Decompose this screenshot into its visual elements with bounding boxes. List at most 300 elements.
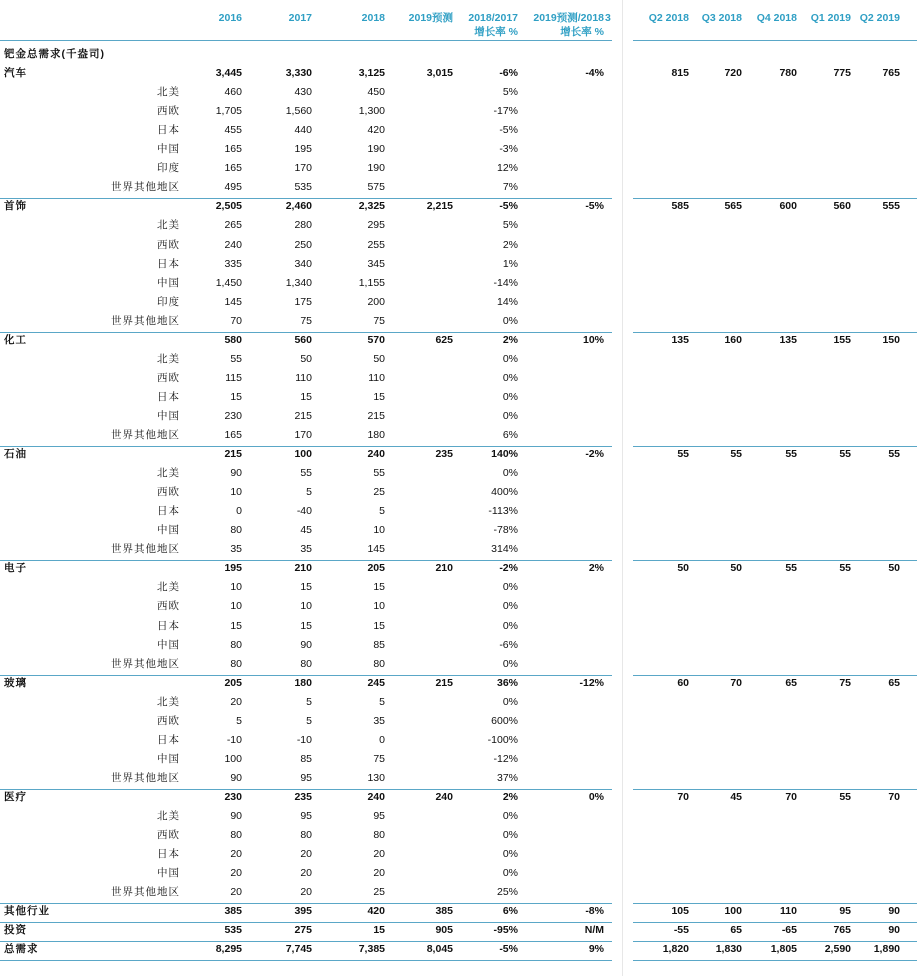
region-value: 15 <box>300 581 312 594</box>
section-petroleum-value: 100 <box>294 448 312 461</box>
region-label: 西欧 <box>157 371 180 384</box>
region-value: 20 <box>373 848 385 861</box>
summary-investment-value: -95% <box>493 924 518 937</box>
region-value: 165 <box>224 143 242 156</box>
region-label: 中国 <box>157 524 180 537</box>
column-header-sub: 增长率 % <box>474 26 518 38</box>
region-value: 80 <box>300 657 312 670</box>
region-value: 0% <box>502 314 518 327</box>
region-value: 0% <box>502 352 518 365</box>
header-rule <box>0 40 612 41</box>
region-label: 印度 <box>157 295 180 308</box>
region-value: 55 <box>300 467 312 480</box>
section-petroleum-value: 140% <box>491 448 518 461</box>
region-value: 80 <box>230 524 242 537</box>
region-value: -40 <box>296 505 312 518</box>
region-value: 35 <box>300 543 312 556</box>
section-electronics-value: 2% <box>588 562 604 575</box>
region-value: 75 <box>373 752 385 765</box>
region-value: 50 <box>373 352 385 365</box>
region-value: 0% <box>502 467 518 480</box>
region-value: 0% <box>502 848 518 861</box>
region-label: 世界其他地区 <box>111 771 180 784</box>
region-value: 85 <box>300 752 312 765</box>
section-jewellery-label: 首饰 <box>4 200 27 213</box>
summary-other-industry-value: 395 <box>294 905 312 918</box>
quarter-header: Q4 2018 <box>756 12 797 24</box>
section-electronics-value: 205 <box>367 562 385 575</box>
region-value: 75 <box>373 314 385 327</box>
section-glass-value: 36% <box>496 676 518 689</box>
summary-investment-label: 投资 <box>4 924 27 937</box>
region-value: 1,560 <box>285 105 312 118</box>
region-label: 中国 <box>157 867 180 880</box>
section-chemical-quarter: 155 <box>833 333 851 346</box>
region-value: 420 <box>367 124 385 137</box>
section-chemical-value: 2% <box>502 333 518 346</box>
region-value: -10 <box>226 733 242 746</box>
region-label: 世界其他地区 <box>111 314 180 327</box>
region-label: 日本 <box>157 505 180 518</box>
section-auto-value: -6% <box>499 67 518 80</box>
region-value: 80 <box>230 829 242 842</box>
region-value: 15 <box>300 390 312 403</box>
region-value: 15 <box>230 390 242 403</box>
region-value: 575 <box>367 181 385 194</box>
summary-investment-value: 905 <box>435 924 453 937</box>
region-value: 1,450 <box>215 276 242 289</box>
region-value: -100% <box>487 733 518 746</box>
section-glass-value: 205 <box>224 676 242 689</box>
summary-investment-quarter: -55 <box>673 924 689 937</box>
section-petroleum-quarter: 55 <box>730 448 742 461</box>
region-value: 80 <box>373 657 385 670</box>
region-value: -5% <box>499 124 518 137</box>
summary-investment-quarter: 65 <box>730 924 742 937</box>
section-auto-quarter: 775 <box>833 67 851 80</box>
quarter-header: Q1 2019 <box>810 12 851 24</box>
region-value: 90 <box>230 467 242 480</box>
section-chemical-value: 625 <box>435 333 453 346</box>
section-auto-quarter: 815 <box>671 67 689 80</box>
region-value: 230 <box>224 409 242 422</box>
region-label: 日本 <box>157 390 180 403</box>
region-value: 340 <box>294 257 312 270</box>
region-value: 535 <box>294 181 312 194</box>
region-value: 460 <box>224 86 242 99</box>
region-label: 世界其他地区 <box>111 429 180 441</box>
section-auto-quarter: 780 <box>779 67 797 80</box>
summary-other-industry-value: -8% <box>585 905 604 918</box>
region-value: 15 <box>300 619 312 632</box>
region-value: 190 <box>367 162 385 175</box>
region-value: 265 <box>224 219 242 232</box>
region-value: 0% <box>502 867 518 880</box>
region-value: 20 <box>230 848 242 861</box>
section-petroleum-value: -2% <box>585 448 604 461</box>
region-value: 0% <box>502 371 518 384</box>
region-value: 20 <box>230 867 242 880</box>
section-glass-label: 玻璃 <box>4 676 27 689</box>
summary-investment-value: 535 <box>224 924 242 937</box>
section-electronics-quarter: 50 <box>888 562 900 575</box>
region-value: 170 <box>294 429 312 441</box>
region-label: 世界其他地区 <box>111 543 180 556</box>
region-value: 335 <box>224 257 242 270</box>
region-label: 西欧 <box>157 714 180 727</box>
region-label: 西欧 <box>157 829 180 842</box>
section-electronics-value: 210 <box>435 562 453 575</box>
region-value: 90 <box>300 638 312 651</box>
section-medical-quarter: 70 <box>677 790 689 803</box>
section-petroleum-quarter: 55 <box>785 448 797 461</box>
region-value: 10 <box>230 600 242 613</box>
summary-other-industry-value: 420 <box>367 905 385 918</box>
region-value: 195 <box>294 143 312 156</box>
region-value: 440 <box>294 124 312 137</box>
region-value: 345 <box>367 257 385 270</box>
region-label: 世界其他地区 <box>111 657 180 670</box>
column-header-overflow: 3 <box>605 12 611 24</box>
summary-total-demand-quarter: 2,590 <box>824 943 851 956</box>
region-label: 中国 <box>157 409 180 422</box>
section-glass-value: 215 <box>435 676 453 689</box>
region-label: 北美 <box>157 467 180 480</box>
section-electronics-value: 195 <box>224 562 242 575</box>
section-petroleum-value: 240 <box>367 448 385 461</box>
region-label: 日本 <box>157 733 180 746</box>
summary-total-demand-quarter: 1,830 <box>715 943 742 956</box>
region-value: 2% <box>502 238 518 251</box>
section-petroleum-quarter: 55 <box>888 448 900 461</box>
column-header: 2017 <box>288 12 312 24</box>
region-value: 20 <box>230 886 242 899</box>
summary-total-demand-label: 总需求 <box>4 943 39 956</box>
region-value: 12% <box>496 162 518 175</box>
section-jewellery-quarter: 585 <box>671 200 689 213</box>
region-value: 10 <box>300 600 312 613</box>
region-label: 日本 <box>157 848 180 861</box>
region-value: 5 <box>306 695 312 708</box>
region-value: 50 <box>300 352 312 365</box>
region-value: 85 <box>373 638 385 651</box>
summary-other-industry-quarter: 95 <box>839 905 851 918</box>
section-auto-value: -4% <box>585 67 604 80</box>
section-chemical-quarter: 135 <box>779 333 797 346</box>
summary-other-industry-quarter: 110 <box>780 905 797 918</box>
region-value: 200 <box>367 295 385 308</box>
region-value: 215 <box>367 409 385 422</box>
region-value: 35 <box>373 714 385 727</box>
section-medical-value: 240 <box>367 790 385 803</box>
section-glass-quarter: 60 <box>677 676 689 689</box>
region-value: 0% <box>502 695 518 708</box>
section-auto-value: 3,015 <box>426 67 453 80</box>
region-value: 15 <box>230 619 242 632</box>
section-chemical-quarter: 150 <box>882 333 900 346</box>
region-value: 90 <box>230 771 242 784</box>
region-value: 240 <box>224 238 242 251</box>
region-value: -17% <box>493 105 518 118</box>
summary-other-industry-quarter: 100 <box>724 905 742 918</box>
region-value: 1,705 <box>215 105 242 118</box>
summary-total-demand-value: 9% <box>588 943 604 956</box>
region-value: 0 <box>236 505 242 518</box>
summary-total-demand-value: 8,045 <box>426 943 453 956</box>
region-value: 15 <box>373 581 385 594</box>
section-electronics-value: -2% <box>499 562 518 575</box>
region-value: -3% <box>499 143 518 156</box>
region-value: 1,300 <box>358 105 385 118</box>
region-value: 5% <box>502 219 518 232</box>
region-value: 0% <box>502 829 518 842</box>
region-value: 0% <box>502 657 518 670</box>
column-header: 2016 <box>218 12 242 24</box>
summary-investment-quarter: 90 <box>888 924 900 937</box>
section-jewellery-quarter: 600 <box>779 200 797 213</box>
section-electronics-value: 210 <box>294 562 312 575</box>
summary-total-demand-quarter: 1,805 <box>770 943 797 956</box>
region-value: 100 <box>224 752 242 765</box>
region-value: 90 <box>230 810 242 822</box>
section-electronics-label: 电子 <box>4 562 27 575</box>
summary-total-demand-quarter: 1,820 <box>662 943 689 956</box>
region-value: 80 <box>230 657 242 670</box>
region-value: 400% <box>491 486 518 499</box>
region-value: 95 <box>373 810 385 822</box>
region-label: 中国 <box>157 276 180 289</box>
section-jewellery-value: -5% <box>499 200 518 213</box>
section-medical-quarter: 70 <box>888 790 900 803</box>
section-electronics-quarter: 55 <box>839 562 851 575</box>
region-value: 14% <box>496 295 518 308</box>
region-value: 0% <box>502 810 518 822</box>
region-label: 北美 <box>157 219 180 232</box>
section-jewellery-quarter: 565 <box>724 200 742 213</box>
section-glass-quarter: 70 <box>730 676 742 689</box>
region-label: 西欧 <box>157 105 180 118</box>
section-petroleum-value: 235 <box>435 448 453 461</box>
region-label: 北美 <box>157 86 180 99</box>
section-glass-value: -12% <box>579 676 604 689</box>
section-petroleum-quarter: 55 <box>677 448 689 461</box>
region-label: 世界其他地区 <box>111 886 180 899</box>
region-value: 37% <box>496 771 518 784</box>
region-value: 115 <box>225 371 242 384</box>
region-label: 西欧 <box>157 238 180 251</box>
section-auto-value: 3,330 <box>285 67 312 80</box>
region-value: 255 <box>367 238 385 251</box>
region-value: 10 <box>230 486 242 499</box>
region-value: 20 <box>300 886 312 899</box>
summary-investment-quarter: 765 <box>833 924 851 937</box>
summary-other-industry-quarter: 90 <box>888 905 900 918</box>
region-value: 20 <box>373 867 385 880</box>
summary-divider <box>633 960 917 961</box>
region-value: 280 <box>294 219 312 232</box>
region-value: 80 <box>373 829 385 842</box>
region-value: 430 <box>294 86 312 99</box>
table-title: 钯金总需求(千盎司) <box>4 48 105 60</box>
section-petroleum-quarter: 55 <box>839 448 851 461</box>
section-jewellery-value: -5% <box>585 200 604 213</box>
section-glass-value: 180 <box>294 676 312 689</box>
region-value: -14% <box>493 276 518 289</box>
region-value: 25% <box>496 886 518 899</box>
section-medical-quarter: 55 <box>839 790 851 803</box>
region-value: 10 <box>373 600 385 613</box>
region-value: 165 <box>224 162 242 175</box>
region-value: 55 <box>373 467 385 480</box>
region-label: 日本 <box>157 124 180 137</box>
region-value: 0% <box>502 619 518 632</box>
section-chemical-value: 10% <box>582 333 604 346</box>
region-value: 7% <box>502 181 518 194</box>
region-value: 25 <box>373 886 385 899</box>
region-value: 20 <box>300 867 312 880</box>
region-value: 6% <box>502 429 518 441</box>
region-value: 25 <box>373 486 385 499</box>
region-value: -78% <box>493 524 518 537</box>
region-value: 455 <box>224 124 242 137</box>
region-label: 中国 <box>157 638 180 651</box>
section-auto-value: 3,445 <box>215 67 242 80</box>
region-value: 45 <box>300 524 312 537</box>
region-value: 70 <box>230 314 242 327</box>
region-label: 西欧 <box>157 600 180 613</box>
region-value: 95 <box>300 810 312 822</box>
region-label: 世界其他地区 <box>111 181 180 194</box>
region-value: 600% <box>491 714 518 727</box>
region-label: 日本 <box>157 257 180 270</box>
region-value: 55 <box>230 352 242 365</box>
section-auto-label: 汽车 <box>4 67 27 80</box>
region-value: 95 <box>300 771 312 784</box>
section-auto-quarter: 720 <box>724 67 742 80</box>
summary-other-industry-value: 385 <box>435 905 453 918</box>
summary-investment-quarter: -65 <box>781 924 797 937</box>
region-value: 314% <box>491 543 518 556</box>
summary-other-industry-value: 6% <box>502 905 518 918</box>
section-medical-value: 235 <box>294 790 312 803</box>
region-value: 5% <box>502 86 518 99</box>
section-electronics-quarter: 50 <box>730 562 742 575</box>
region-value: 20 <box>300 848 312 861</box>
column-gap <box>622 0 623 976</box>
region-value: 1% <box>502 257 518 270</box>
section-chemical-quarter: 135 <box>671 333 689 346</box>
summary-total-demand-value: -5% <box>499 943 518 956</box>
region-value: 0% <box>502 390 518 403</box>
region-label: 中国 <box>157 752 180 765</box>
region-value: 450 <box>367 86 385 99</box>
column-header: 2019预测/2018 <box>533 12 604 24</box>
summary-investment-value: 275 <box>294 924 312 937</box>
section-medical-label: 医疗 <box>4 790 27 803</box>
summary-total-demand-quarter: 1,890 <box>873 943 900 956</box>
section-divider <box>633 446 917 447</box>
section-chemical-value: 580 <box>224 333 242 346</box>
summary-investment-value: N/M <box>584 924 604 937</box>
section-divider <box>633 789 917 790</box>
summary-total-demand-value: 8,295 <box>215 943 242 956</box>
region-value: 10 <box>373 524 385 537</box>
header-rule <box>633 40 917 41</box>
column-header: 2018 <box>361 12 385 24</box>
quarter-header: Q2 2019 <box>859 12 900 24</box>
region-value: 15 <box>373 619 385 632</box>
region-value: 1,340 <box>285 276 312 289</box>
region-value: 0% <box>502 409 518 422</box>
summary-other-industry-quarter: 105 <box>671 905 689 918</box>
summary-total-demand-value: 7,745 <box>285 943 312 956</box>
section-divider <box>633 560 917 561</box>
section-auto-quarter: 765 <box>882 67 900 80</box>
region-label: 中国 <box>157 143 180 156</box>
summary-other-industry-label: 其他行业 <box>4 905 50 918</box>
column-header: 2018/2017 <box>468 12 518 24</box>
section-medical-quarter: 70 <box>785 790 797 803</box>
region-value: 20 <box>230 695 242 708</box>
section-medical-quarter: 45 <box>730 790 742 803</box>
quarter-header: Q2 2018 <box>648 12 689 24</box>
region-value: 75 <box>300 314 312 327</box>
region-value: 145 <box>367 543 385 556</box>
region-value: 175 <box>294 295 312 308</box>
region-label: 北美 <box>157 352 180 365</box>
region-value: 10 <box>230 581 242 594</box>
section-medical-value: 230 <box>224 790 242 803</box>
section-glass-quarter: 75 <box>839 676 851 689</box>
region-value: -10 <box>296 733 312 746</box>
region-value: 170 <box>294 162 312 175</box>
summary-investment-value: 15 <box>373 924 385 937</box>
section-jewellery-quarter: 560 <box>833 200 851 213</box>
region-value: 180 <box>367 429 385 441</box>
section-chemical-label: 化工 <box>4 333 27 346</box>
region-value: 5 <box>306 486 312 499</box>
section-jewellery-quarter: 555 <box>882 200 900 213</box>
section-glass-quarter: 65 <box>888 676 900 689</box>
summary-total-demand-value: 7,385 <box>358 943 385 956</box>
section-glass-value: 245 <box>367 676 385 689</box>
region-value: 295 <box>367 219 385 232</box>
region-value: 5 <box>306 714 312 727</box>
region-value: 80 <box>230 638 242 651</box>
region-label: 北美 <box>157 581 180 594</box>
region-value: -12% <box>493 752 518 765</box>
region-value: 110 <box>295 371 312 384</box>
column-header: 2019预测 <box>408 12 453 24</box>
section-divider <box>633 675 917 676</box>
section-jewellery-value: 2,505 <box>215 200 242 213</box>
section-glass-quarter: 65 <box>785 676 797 689</box>
region-value: 1,155 <box>358 276 385 289</box>
section-jewellery-value: 2,325 <box>358 200 385 213</box>
quarter-header: Q3 2018 <box>701 12 742 24</box>
section-auto-value: 3,125 <box>358 67 385 80</box>
section-electronics-quarter: 55 <box>785 562 797 575</box>
region-value: 0% <box>502 600 518 613</box>
region-label: 北美 <box>157 695 180 708</box>
region-value: 215 <box>294 409 312 422</box>
region-value: 495 <box>224 181 242 194</box>
section-petroleum-value: 215 <box>224 448 242 461</box>
region-value: 165 <box>224 429 242 441</box>
section-jewellery-value: 2,460 <box>285 200 312 213</box>
region-label: 西欧 <box>157 486 180 499</box>
section-petroleum-label: 石油 <box>4 448 27 461</box>
